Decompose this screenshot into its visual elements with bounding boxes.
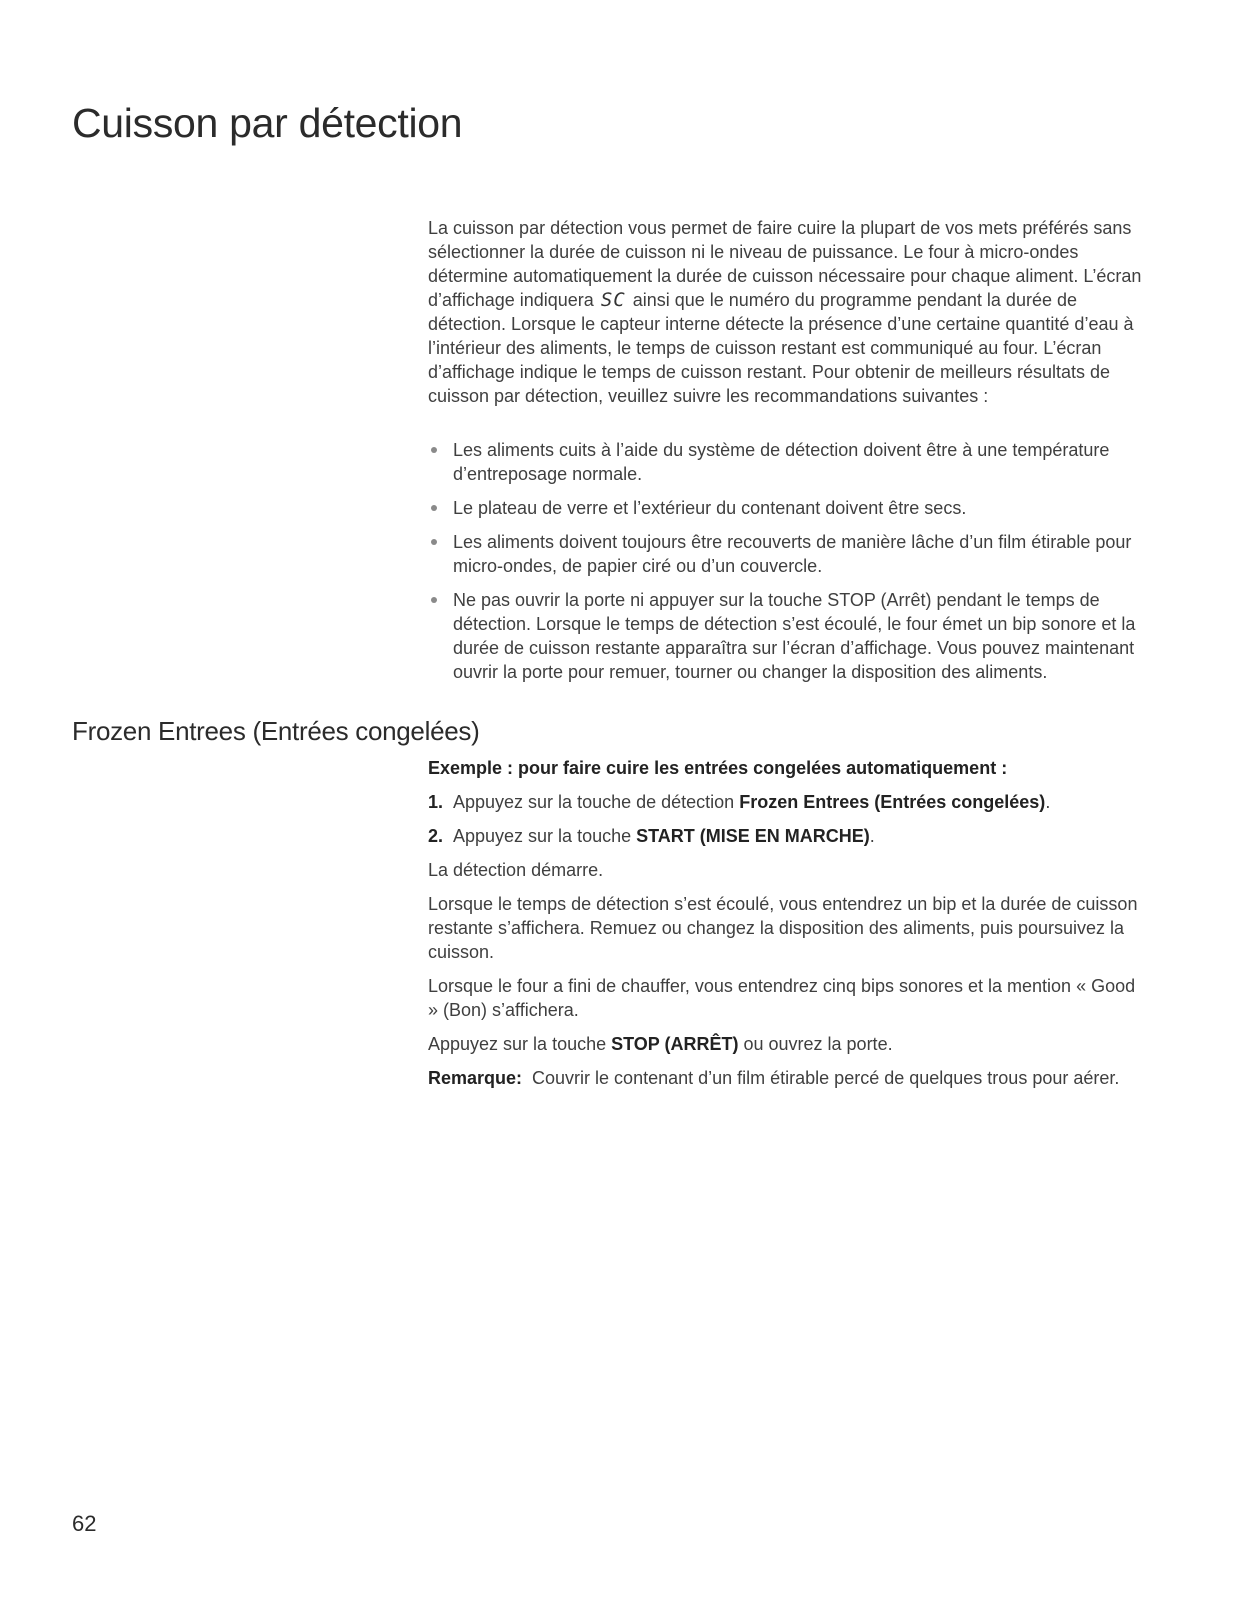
step-key-name: Frozen Entrees (Entrées congelées): [739, 792, 1046, 812]
step-text: Appuyez sur la touche: [453, 826, 637, 846]
note: [428, 1066, 1148, 1090]
step-number: 2.: [428, 826, 444, 846]
section-body: [428, 756, 1148, 1100]
list-item: Les aliments cuits à l’aide du système de détection doivent être à une température d’entreposage normale.: [428, 438, 1148, 486]
list-item: Ne pas ouvrir la porte ni appuyer sur la touche STOP (Arrêt) pendant le temps de détection. Lorsque le temps de détection s’est écoulé, le four émet un bip sonore et la durée de cuisson restante apparaîtra sur l’écran d’affichage. Vous pouvez maintenant ouvrir la porte pour remuer, tourner ou changer la disposition des aliments.: [428, 588, 1148, 684]
note-text: Couvrir le contenant d’un film étirable percé de quelques trous pour aérer.: [522, 1068, 1120, 1088]
list-item: Les aliments doivent toujours être recouverts de manière lâche d’un film étirable pour micro-ondes, de papier ciré ou d’un couvercle.: [428, 530, 1148, 578]
list-item: Le plateau de verre et l’extérieur du contenant doivent être secs.: [428, 496, 1148, 520]
step-2: [428, 824, 1148, 848]
step-number: 1.: [428, 792, 444, 812]
recommendations-list: [428, 438, 1148, 694]
paragraph-detection-start: La détection démarre.: [428, 860, 604, 880]
intro-text-end: ainsi que le numéro du programme pendant la durée de détection. Lorsque le capteur interne détecte la présence d’une certaine quantité d’eau à l’intérieur des aliments, le temps de cuisson restant est communiqué au four. L’écran d’affichage indique le temps de cuisson restant. Pour obtenir de meilleurs résultats de cuisson par détection, veuillez suivre les recommandations suivantes :: [428, 290, 1134, 406]
sc-display-symbol: SC: [600, 289, 626, 311]
intro-paragraph: [428, 216, 1148, 408]
step-1: [428, 790, 1148, 814]
page-title: Cuisson par détection: [72, 100, 463, 146]
intro-text-start: La cuisson par détection vous permet de faire cuire la plupart de vos mets préférés sans sélectionner la durée de cuisson ni le niveau de puissance. Le four à micro-ondes détermine automatiquement la durée de cuisson nécessaire pour chaque aliment. L’écran d’affichage indiquera: [428, 218, 1142, 310]
stop-text-end: ou ouvrez la porte.: [738, 1034, 893, 1054]
step-key-name: START (MISE EN MARCHE): [636, 826, 870, 846]
step-text: Appuyez sur la touche de détection: [453, 792, 740, 812]
step-end: .: [869, 826, 875, 846]
paragraph-cooking-done: Lorsque le four a fini de chauffer, vous entendrez cinq bips sonores et la mention « Good » (Bon) s’affichera.: [428, 976, 1136, 1020]
note-label: Remarque:: [428, 1068, 523, 1088]
paragraph-detection-end: Lorsque le temps de détection s’est écoulé, vous entendrez un bip et la durée de cuisson restante s’affichera. Remuez ou changez la disposition des aliments, puis poursuivez la cuisson.: [428, 894, 1138, 962]
example-heading: Exemple : pour faire cuire les entrées congelées automatiquement :: [428, 758, 1008, 778]
step-end: .: [1045, 792, 1051, 812]
stop-text-start: Appuyez sur la touche: [428, 1034, 612, 1054]
page-number: 62: [72, 1511, 97, 1536]
stop-key-name: STOP (ARRÊT): [611, 1034, 739, 1054]
paragraph-stop: [428, 1032, 1148, 1056]
section-title: Frozen Entrees (Entrées congelées): [72, 716, 480, 746]
